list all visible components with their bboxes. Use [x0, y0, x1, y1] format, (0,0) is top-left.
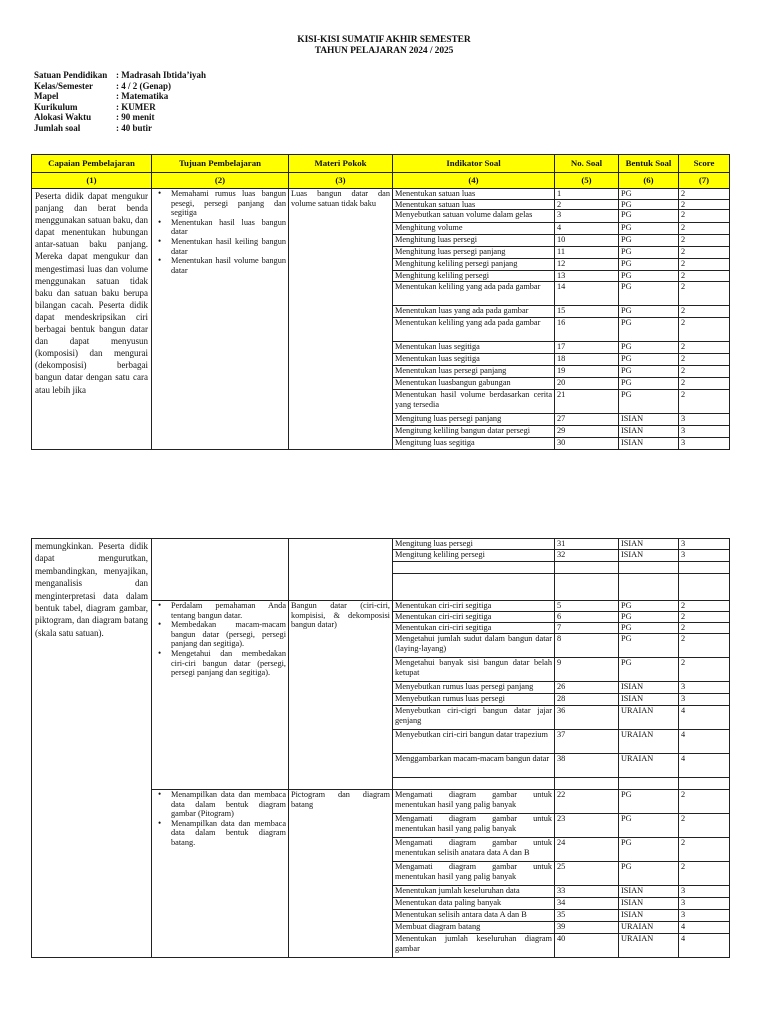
indikator-cell: Menentukan keliling yang ada pada gambar	[393, 318, 555, 342]
tujuan-pembelajaran-cell	[152, 790, 289, 958]
table-row	[32, 189, 730, 200]
kisi-kisi-table-page-1	[31, 154, 730, 450]
indikator-cell: Menghitung volume	[393, 223, 555, 235]
indikator-cell: Menyebutkan satuan volume dalam gelas	[393, 210, 555, 223]
indikator-cell: Menyebutkan rumus luas persegi	[393, 694, 555, 706]
bentuk-soal-cell: PG	[619, 612, 679, 623]
no-soal-cell: 13	[555, 271, 619, 282]
no-soal-cell: 10	[555, 235, 619, 247]
no-soal-cell: 33	[555, 886, 619, 898]
bentuk-soal-cell: PG	[619, 271, 679, 282]
score-cell: 3	[679, 414, 730, 426]
score-cell: 2	[679, 223, 730, 235]
no-soal-cell: 17	[555, 342, 619, 354]
score-cell: 3	[679, 898, 730, 910]
col-number: (1)	[32, 173, 152, 189]
col-number: (5)	[555, 173, 619, 189]
tujuan-pembelajaran-cell	[152, 539, 289, 601]
bentuk-soal-cell: ISIAN	[619, 694, 679, 706]
no-soal-cell: 12	[555, 259, 619, 271]
no-soal-cell: 38	[555, 754, 619, 778]
score-cell: 2	[679, 623, 730, 634]
info-value: : 4 / 2 (Genap)	[116, 80, 171, 91]
indikator-cell: Mengamati diagram gambar untuk menentukan hasil yang palig banyak	[393, 862, 555, 886]
score-cell: 4	[679, 922, 730, 934]
bentuk-soal-cell: PG	[619, 814, 679, 838]
tujuan-item: • Memahami rumus luas bangun pesegi, persegi panjang dan segitiga	[154, 189, 286, 218]
indikator-cell: Menentukan hasil volume berdasarkan cerita yang tersedia	[393, 390, 555, 414]
info-row	[34, 81, 206, 92]
info-label: Jumlah soal	[34, 122, 81, 133]
no-soal-cell: 1	[555, 189, 619, 200]
indikator-cell: Mengitung luas persegi panjang	[393, 414, 555, 426]
empty-cell	[619, 562, 679, 574]
bentuk-soal-cell: URAIAN	[619, 934, 679, 958]
bentuk-soal-cell: PG	[619, 790, 679, 814]
materi-pokok-text: Pictogram dan diagram batang	[289, 790, 393, 958]
score-cell: 2	[679, 862, 730, 886]
bentuk-soal-cell: ISIAN	[619, 910, 679, 922]
bentuk-soal-cell: PG	[619, 601, 679, 612]
table-header-row	[32, 155, 730, 173]
kisi-kisi-table-page-2	[31, 538, 730, 958]
table-row	[32, 539, 730, 550]
indikator-cell: Menentukan data paling banyak	[393, 898, 555, 910]
bentuk-soal-cell: URAIAN	[619, 706, 679, 730]
bentuk-soal-cell: PG	[619, 658, 679, 682]
empty-cell	[393, 562, 555, 574]
header-capaian: Capaian Pembelajaran	[32, 155, 152, 173]
empty-cell	[619, 778, 679, 790]
header-tujuan: Tujuan Pembelajaran	[152, 155, 289, 173]
no-soal-cell: 2	[555, 199, 619, 210]
score-cell: 2	[679, 612, 730, 623]
no-soal-cell: 16	[555, 318, 619, 342]
info-value: : Matematika	[116, 91, 169, 101]
info-value: : 90 menit	[116, 112, 155, 122]
score-cell: 2	[679, 354, 730, 366]
tujuan-item: • Membedakan macam-macam bangun datar (persegi, persegi panjang dan segitiga).	[154, 620, 286, 649]
score-cell: 4	[679, 706, 730, 730]
bentuk-soal-cell: ISIAN	[619, 898, 679, 910]
indikator-cell: Menyebutkan rumus luas persegi panjang	[393, 682, 555, 694]
no-soal-cell: 9	[555, 658, 619, 682]
score-cell: 3	[679, 426, 730, 438]
info-value: : KUMER	[116, 101, 156, 112]
score-cell: 3	[679, 694, 730, 706]
no-soal-cell: 5	[555, 601, 619, 612]
indikator-cell: Menentukan luas yang ada pada gambar	[393, 306, 555, 318]
score-cell: 4	[679, 754, 730, 778]
bentuk-soal-cell: URAIAN	[619, 730, 679, 754]
indikator-cell: Menentukan selisih antara data A dan B	[393, 910, 555, 922]
no-soal-cell: 25	[555, 862, 619, 886]
bentuk-soal-cell: PG	[619, 634, 679, 658]
score-cell: 2	[679, 318, 730, 342]
tujuan-pembelajaran-cell	[152, 601, 289, 790]
bentuk-soal-cell: PG	[619, 259, 679, 271]
indikator-cell: Membuat diagram batang	[393, 922, 555, 934]
tujuan-item: • Menentukan hasil luas bangun datar	[154, 218, 286, 237]
no-soal-cell: 20	[555, 378, 619, 390]
bentuk-soal-cell: PG	[619, 189, 679, 200]
no-soal-cell: 30	[555, 438, 619, 450]
bentuk-soal-cell: ISIAN	[619, 550, 679, 562]
no-soal-cell: 14	[555, 282, 619, 306]
indikator-cell: Mengitung luas persegi	[393, 539, 555, 550]
score-cell: 2	[679, 306, 730, 318]
no-soal-cell: 28	[555, 694, 619, 706]
info-label: Kelas/Semester	[34, 80, 93, 91]
capaian-pembelajaran-text-continued: memungkinkan. Peserta didik dapat mengurutkan, membandingkan, menyajikan, menganalisis dan menginterpretasi data dalam bentuk tabel, diagram gambar, piktogram, dan diagram batang (skala satu satuan).	[32, 539, 152, 958]
bentuk-soal-cell: PG	[619, 306, 679, 318]
indikator-cell: Menghitung keliling persegi	[393, 271, 555, 282]
bentuk-soal-cell: URAIAN	[619, 922, 679, 934]
no-soal-cell: 21	[555, 390, 619, 414]
bentuk-soal-cell: PG	[619, 247, 679, 259]
info-label: Satuan Pendidikan	[34, 70, 108, 80]
bentuk-soal-cell: PG	[619, 318, 679, 342]
info-row	[34, 70, 206, 81]
indikator-cell: Mengitung keliling bangun datar persegi	[393, 426, 555, 438]
indikator-cell: Menghitung luas persegi panjang	[393, 247, 555, 259]
indikator-cell: Menentukan luas persegi panjang	[393, 366, 555, 378]
indikator-cell: Mengamati diagram gambar untuk menentukan hasil yang palig banyak	[393, 790, 555, 814]
indikator-cell: Mengitung keliling persegi	[393, 550, 555, 562]
materi-pokok-text: Luas bangun datar dan volume satuan tidak baku	[289, 189, 393, 450]
no-soal-cell: 24	[555, 838, 619, 862]
score-cell: 2	[679, 390, 730, 414]
info-row	[34, 112, 206, 123]
col-number: (6)	[619, 173, 679, 189]
info-label: Kurikulum	[34, 101, 78, 112]
tujuan-item: • Menentukan hasil keiling bangun datar	[154, 237, 286, 256]
col-number: (3)	[289, 173, 393, 189]
score-cell: 2	[679, 601, 730, 612]
score-cell: 2	[679, 247, 730, 259]
no-soal-cell: 40	[555, 934, 619, 958]
info-row	[34, 91, 206, 102]
capaian-pembelajaran-text: Peserta didik dapat mengukur panjang dan berat benda menggunakan satuan baku, dan dapat menentukan hubungan antar-satuan baku panjang. Mereka dapat mengukur dan mengestimasi luas dan volume menggunakan satuan tidak baku dan satuan baku berupa bilangan cacah. Peserta didik dapat mendeskripsikan ciri berbagai bentuk bangun datar dan dapat menyusun (komposisi) dan mengurai (dekomposisi) berbagai bangun datar dengan satu cara atau lebih jika	[32, 189, 152, 450]
empty-cell	[679, 778, 730, 790]
indikator-cell: Menyebutkan ciri-cigri bangun datar jajar genjang	[393, 706, 555, 730]
info-label: Alokasi Waktu	[34, 112, 92, 122]
no-soal-cell: 6	[555, 612, 619, 623]
indikator-cell: Menentukan ciri-ciri segitiga	[393, 623, 555, 634]
indikator-cell: Menentukan luasbangun gabungan	[393, 378, 555, 390]
no-soal-cell: 7	[555, 623, 619, 634]
no-soal-cell: 18	[555, 354, 619, 366]
score-cell: 2	[679, 634, 730, 658]
score-cell: 4	[679, 730, 730, 754]
score-cell: 4	[679, 934, 730, 958]
no-soal-cell: 35	[555, 910, 619, 922]
no-soal-cell: 11	[555, 247, 619, 259]
bentuk-soal-cell: PG	[619, 342, 679, 354]
score-cell: 2	[679, 366, 730, 378]
bentuk-soal-cell: URAIAN	[619, 754, 679, 778]
indikator-cell: Menentukan keliling yang ada pada gambar	[393, 282, 555, 306]
info-row	[34, 102, 206, 113]
tujuan-pembelajaran-cell	[152, 189, 289, 450]
score-cell: 3	[679, 438, 730, 450]
no-soal-cell: 31	[555, 539, 619, 550]
info-value: : 40 butir	[116, 122, 152, 133]
score-cell: 3	[679, 539, 730, 550]
indikator-cell: Menentukan ciri-ciri segitiga	[393, 601, 555, 612]
bentuk-soal-cell: ISIAN	[619, 539, 679, 550]
tujuan-item: • Perdalam pemahaman Anda tentang bangun datar.	[154, 601, 286, 620]
bentuk-soal-cell: PG	[619, 366, 679, 378]
indikator-cell: Mengamati diagram gambar untuk menentukan hasil yang palig banyak	[393, 814, 555, 838]
indikator-cell: Menentukan luas segitiga	[393, 354, 555, 366]
no-soal-cell: 19	[555, 366, 619, 378]
bentuk-soal-cell: ISIAN	[619, 438, 679, 450]
header-no-soal: No. Soal	[555, 155, 619, 173]
score-cell: 2	[679, 235, 730, 247]
indikator-cell: Menghitung luas persegi	[393, 235, 555, 247]
no-soal-cell: 34	[555, 898, 619, 910]
indikator-cell: Menentukan satuan luas	[393, 199, 555, 210]
indikator-cell: Menentukan jumlah keseluruhan data	[393, 886, 555, 898]
bentuk-soal-cell: PG	[619, 210, 679, 223]
bentuk-soal-cell: PG	[619, 390, 679, 414]
score-cell: 3	[679, 886, 730, 898]
no-soal-cell: 26	[555, 682, 619, 694]
score-cell: 3	[679, 550, 730, 562]
indikator-cell: Menentukan ciri-ciri segitiga	[393, 612, 555, 623]
indikator-cell: Menyebutkan ciri-ciri bangun datar trapezium	[393, 730, 555, 754]
bentuk-soal-cell: ISIAN	[619, 414, 679, 426]
empty-cell	[393, 574, 555, 601]
empty-cell	[619, 574, 679, 601]
empty-cell	[679, 562, 730, 574]
bentuk-soal-cell: PG	[619, 378, 679, 390]
score-cell: 2	[679, 838, 730, 862]
empty-cell	[555, 778, 619, 790]
no-soal-cell: 23	[555, 814, 619, 838]
header-bentuk-soal: Bentuk Soal	[619, 155, 679, 173]
score-cell: 2	[679, 199, 730, 210]
tujuan-item: • Menampilkan data dan membaca data dalam bentuk diagram gambar (Pitogram)	[154, 790, 286, 819]
tujuan-item: • Mengetahui dan membedakan ciri-ciri bangun datar (persegi, persegi panjang dan segitiga).	[154, 649, 286, 678]
tujuan-item: • Menentukan hasil volume bangun datar	[154, 256, 286, 275]
bentuk-soal-cell: ISIAN	[619, 426, 679, 438]
no-soal-cell: 4	[555, 223, 619, 235]
score-cell: 2	[679, 210, 730, 223]
score-cell: 2	[679, 189, 730, 200]
col-number: (4)	[393, 173, 555, 189]
info-block	[34, 70, 206, 133]
score-cell: 2	[679, 378, 730, 390]
info-label: Mapel	[34, 91, 59, 101]
no-soal-cell: 37	[555, 730, 619, 754]
score-cell: 2	[679, 271, 730, 282]
document-title: KISI-KISI SUMATIF AKHIR SEMESTER	[297, 35, 471, 45]
bentuk-soal-cell: PG	[619, 862, 679, 886]
bentuk-soal-cell: PG	[619, 199, 679, 210]
score-cell: 2	[679, 259, 730, 271]
col-number: (7)	[679, 173, 730, 189]
materi-pokok-cell	[289, 539, 393, 601]
no-soal-cell: 36	[555, 706, 619, 730]
indikator-cell: Menentukan satuan luas	[393, 189, 555, 200]
no-soal-cell: 15	[555, 306, 619, 318]
bentuk-soal-cell: PG	[619, 623, 679, 634]
header-indikator: Indikator Soal	[393, 155, 555, 173]
col-number: (2)	[152, 173, 289, 189]
no-soal-cell: 27	[555, 414, 619, 426]
no-soal-cell: 22	[555, 790, 619, 814]
header-score: Score	[679, 155, 730, 173]
no-soal-cell: 32	[555, 550, 619, 562]
score-cell: 2	[679, 814, 730, 838]
bentuk-soal-cell: ISIAN	[619, 886, 679, 898]
score-cell: 2	[679, 282, 730, 306]
no-soal-cell: 3	[555, 210, 619, 223]
document-subtitle: TAHUN PELAJARAN 2024 / 2025	[314, 46, 454, 56]
empty-cell	[555, 574, 619, 601]
info-value: : Madrasah Ibtida’iyah	[116, 70, 207, 80]
no-soal-cell: 8	[555, 634, 619, 658]
empty-cell	[555, 562, 619, 574]
indikator-cell: Menentukan jumlah keseluruhan diagram gambar	[393, 934, 555, 958]
bentuk-soal-cell: PG	[619, 838, 679, 862]
no-soal-cell: 39	[555, 922, 619, 934]
indikator-cell: Mengetahui banyak sisi bangun datar belah ketupat	[393, 658, 555, 682]
bentuk-soal-cell: PG	[619, 354, 679, 366]
bentuk-soal-cell: PG	[619, 235, 679, 247]
tujuan-item: • Menampilkan data dan membaca data dalam bentuk diagram batang.	[154, 819, 286, 848]
score-cell: 2	[679, 790, 730, 814]
score-cell: 2	[679, 342, 730, 354]
indikator-cell: Menghitung keliling persegi panjang	[393, 259, 555, 271]
header-materi: Materi Pokok	[289, 155, 393, 173]
score-cell: 3	[679, 910, 730, 922]
indikator-cell: Menentukan luas segitiga	[393, 342, 555, 354]
bentuk-soal-cell: ISIAN	[619, 682, 679, 694]
info-row	[34, 123, 206, 134]
materi-pokok-text: Bangun datar (ciri-ciri, kompisisi, & dekomposisi bangun datar)	[289, 601, 393, 790]
bentuk-soal-cell: PG	[619, 223, 679, 235]
indikator-cell: Mengetahui jumlah sudut dalam bangun datar (laying-layang)	[393, 634, 555, 658]
no-soal-cell: 29	[555, 426, 619, 438]
score-cell: 2	[679, 658, 730, 682]
indikator-cell: Menggambarkan macam-macam bangun datar	[393, 754, 555, 778]
empty-cell	[679, 574, 730, 601]
score-cell: 3	[679, 682, 730, 694]
column-number-row	[32, 173, 730, 189]
bentuk-soal-cell: PG	[619, 282, 679, 306]
empty-cell	[393, 778, 555, 790]
indikator-cell: Mengitung luas segitiga	[393, 438, 555, 450]
indikator-cell: Mengamati diagram gambar untuk menentukan selisih anatara data A dan B	[393, 838, 555, 862]
